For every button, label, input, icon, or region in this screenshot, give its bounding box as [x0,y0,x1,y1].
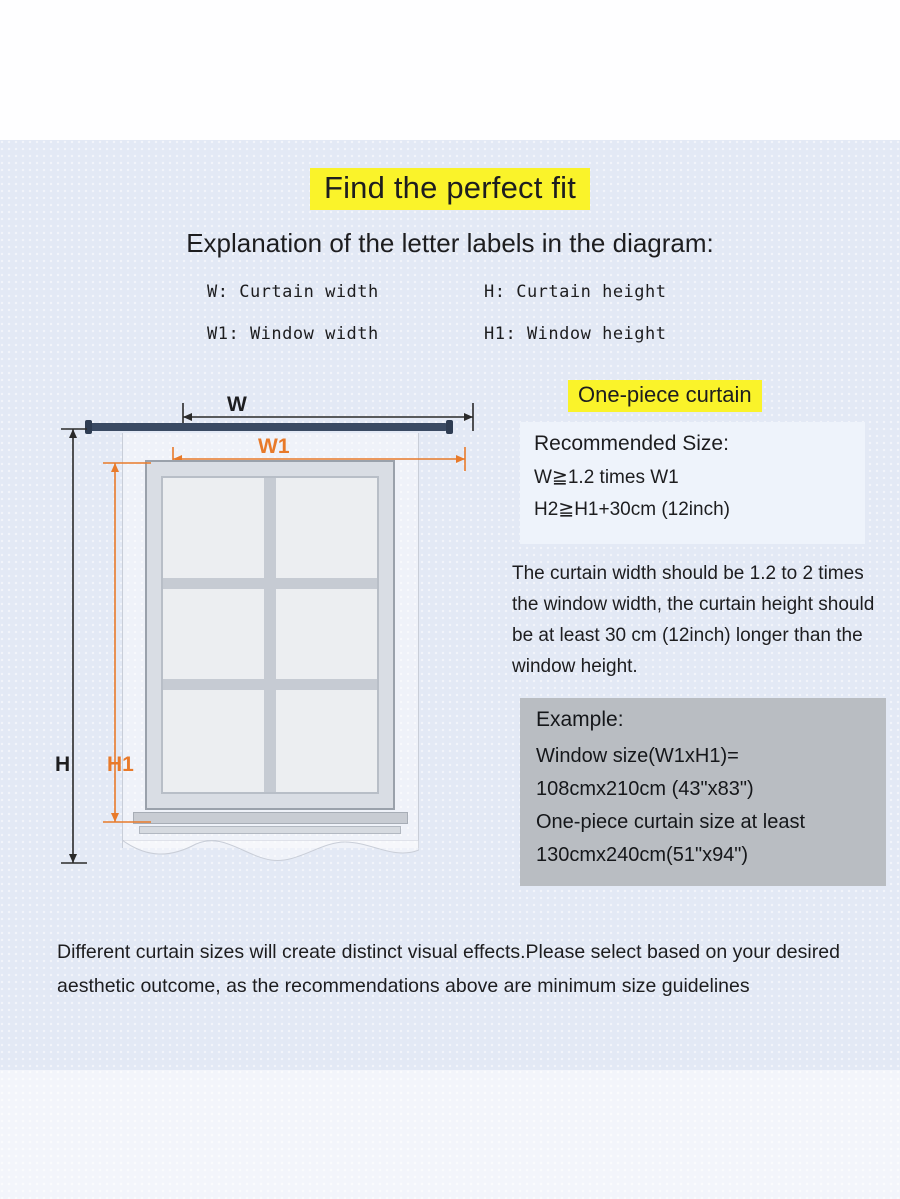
example-title: Example: [536,708,624,731]
subtitle: Explanation of the letter labels in the diagram: [186,228,714,258]
window-mullion-horizontal-2 [163,679,377,690]
window-mullion-vertical [264,478,276,792]
example-curtain-size-label: One-piece curtain size at least [536,811,806,833]
window-frame [145,460,395,810]
recommended-height-rule: H2≧H1+30cm (12inch) [534,499,730,520]
bottom-whitespace-band [0,1070,900,1199]
one-piece-curtain-badge: One-piece curtain [568,380,762,412]
infographic-panel [0,140,900,1070]
dimension-label-w: W [227,393,247,416]
example-box [520,698,886,886]
dimension-label-w1: W1 [258,435,290,458]
window-sill-lower [139,826,401,834]
legend-window-height: H1: Window height [484,324,667,344]
dimension-label-h: H [55,753,71,776]
example-window-size-label: Window size(W1xH1)= [536,745,739,767]
curtain-window-diagram [55,385,495,915]
example-window-size-value: 108cmx210cm (43"x83") [536,778,754,800]
window-mullion-horizontal-1 [163,578,377,589]
recommended-size-title: Recommended Size: [534,432,729,455]
recommendation-column [512,380,884,886]
legend-window-width: W1: Window width [207,324,379,344]
recommended-width-rule: W≧1.2 times W1 [534,467,679,488]
legend-curtain-height: H: Curtain height [484,282,667,302]
page-title-container [0,168,900,210]
dimension-label-h1: H1 [107,753,134,776]
recommended-size-box [520,422,865,544]
footer-note: Different curtain sizes will create distinct visual effects.Please select based on your desired aesthetic outcome, as the recommendations above are minimum size guidelines [57,941,840,997]
window-glass [161,476,379,794]
legend-curtain-width: W: Curtain width [207,282,379,302]
page-title: Find the perfect fit [310,168,590,210]
h1-dimension-arrow [55,385,175,915]
sizing-explanation-paragraph: The curtain width should be 1.2 to 2 times the window width, the curtain height should be at least 30 cm (12inch) longer than the window height. [512,563,875,677]
top-whitespace-band [0,0,900,140]
example-curtain-size-value: 130cmx240cm(51"x94") [536,844,749,866]
